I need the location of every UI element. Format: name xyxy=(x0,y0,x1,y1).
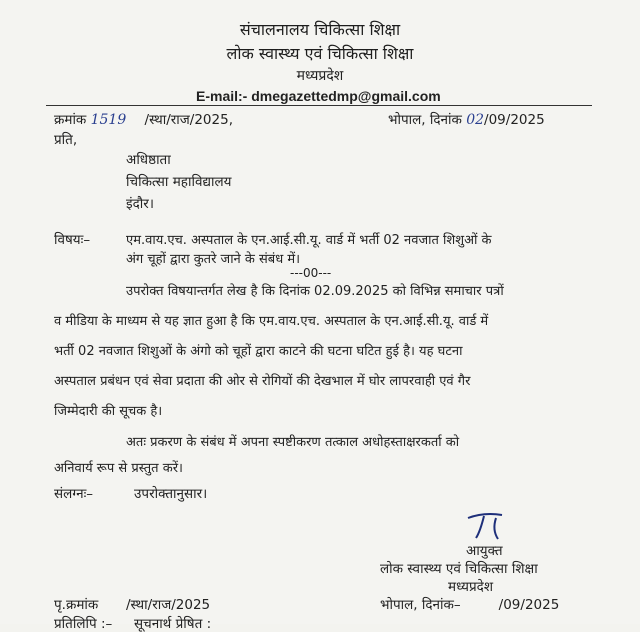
signatory-title: आयुक्त xyxy=(466,543,503,559)
para2-line-2: अनिवार्य रूप से प्रस्तुत करें। xyxy=(54,461,183,476)
signatory-department: लोक स्वास्थ्य एवं चिकित्सा शिक्षा xyxy=(380,561,538,577)
para1-line-5: जिम्मेदारी की सूचक है। xyxy=(54,404,163,419)
para2-line-1: अतः प्रकरण के संबंध में अपना स्पष्टीकरण तत्काल अधोहस्ताक्षरकर्ता को xyxy=(126,435,460,450)
para1-line-2: व मीडिया के माध्यम से यह ज्ञात हुआ है कि एम.वाय.एच. अस्पताल के एन.आई.सी.यू. वार्ड में xyxy=(54,314,489,329)
ref-number-handwritten: 1519 xyxy=(90,112,127,128)
signatory-state: मध्यप्रदेश xyxy=(448,579,494,595)
endorsement-label: पृ.क्रमांक xyxy=(54,597,99,613)
to-prefix: प्रति, xyxy=(54,132,78,148)
enclosure-label: संलग्नः– xyxy=(54,486,94,502)
to-institution: चिकित्सा महाविद्यालय xyxy=(126,174,232,190)
copy-text: सूचनार्थ प्रेषित : xyxy=(134,616,212,632)
ref-suffix: /स्था/राज/2025, xyxy=(144,112,233,128)
to-city: इंदौर। xyxy=(126,196,154,212)
subject-line-1: एम.वाय.एच. अस्पताल के एन.आई.सी.यू. वार्ड में भर्ती 02 नवजात शिशुओं के xyxy=(126,233,492,248)
ref-day-handwritten: 02 xyxy=(466,112,485,128)
subject-line-2: अंग चूहों द्वारा कुतरे जाने के संबंध में। xyxy=(126,252,301,267)
copy-label: प्रतिलिपि :– xyxy=(54,616,113,632)
ref-label: क्रमांक xyxy=(54,112,87,128)
para1-line-3: भर्ती 02 नवजात शिशुओं के अंगो को चूहों द्वारा काटने की घटना घटित हुई है। यह घटना xyxy=(54,344,463,359)
endorsement-date-label: भोपाल, दिनांक– xyxy=(380,597,461,613)
header-state: मध्यप्रदेश xyxy=(296,68,344,84)
header-directorate: संचालनालय चिकित्सा शिक्षा xyxy=(239,20,401,39)
header-department: लोक स्वास्थ्य एवं चिकित्सा शिक्षा xyxy=(226,44,414,63)
endorsement-place-date xyxy=(380,595,559,613)
ref-date xyxy=(388,110,545,128)
para1-line-1: उपरोक्त विषयान्तर्गत लेख है कि दिनांक 02.09.2025 को विभिन्न समाचार पत्रों xyxy=(126,284,504,299)
subject-label: विषयः– xyxy=(54,232,91,248)
ref-date-suffix: /09/2025 xyxy=(484,112,545,128)
ref-place-date-label: भोपाल, दिनांक xyxy=(388,112,462,128)
para1-line-4: अस्पताल प्रबंधन एवं सेवा प्रदाता की ओर से रोगियों की देखभाल में घोर लापरवाही एवं गैर xyxy=(54,374,471,389)
to-designation: अधिष्ठाता xyxy=(126,152,171,168)
subject-separator: ---00--- xyxy=(290,266,332,280)
signature-scribble xyxy=(462,506,522,546)
endorsement-number: /स्था/राज/2025 xyxy=(126,597,211,613)
header-email: E-mail:- dmegazettedmp@gmail.com xyxy=(196,88,441,104)
endorsement-date-suffix: /09/2025 xyxy=(498,597,560,613)
enclosure-value: उपरोक्तानुसार। xyxy=(134,486,208,502)
header-rule xyxy=(46,105,592,106)
ref-line xyxy=(54,110,233,128)
